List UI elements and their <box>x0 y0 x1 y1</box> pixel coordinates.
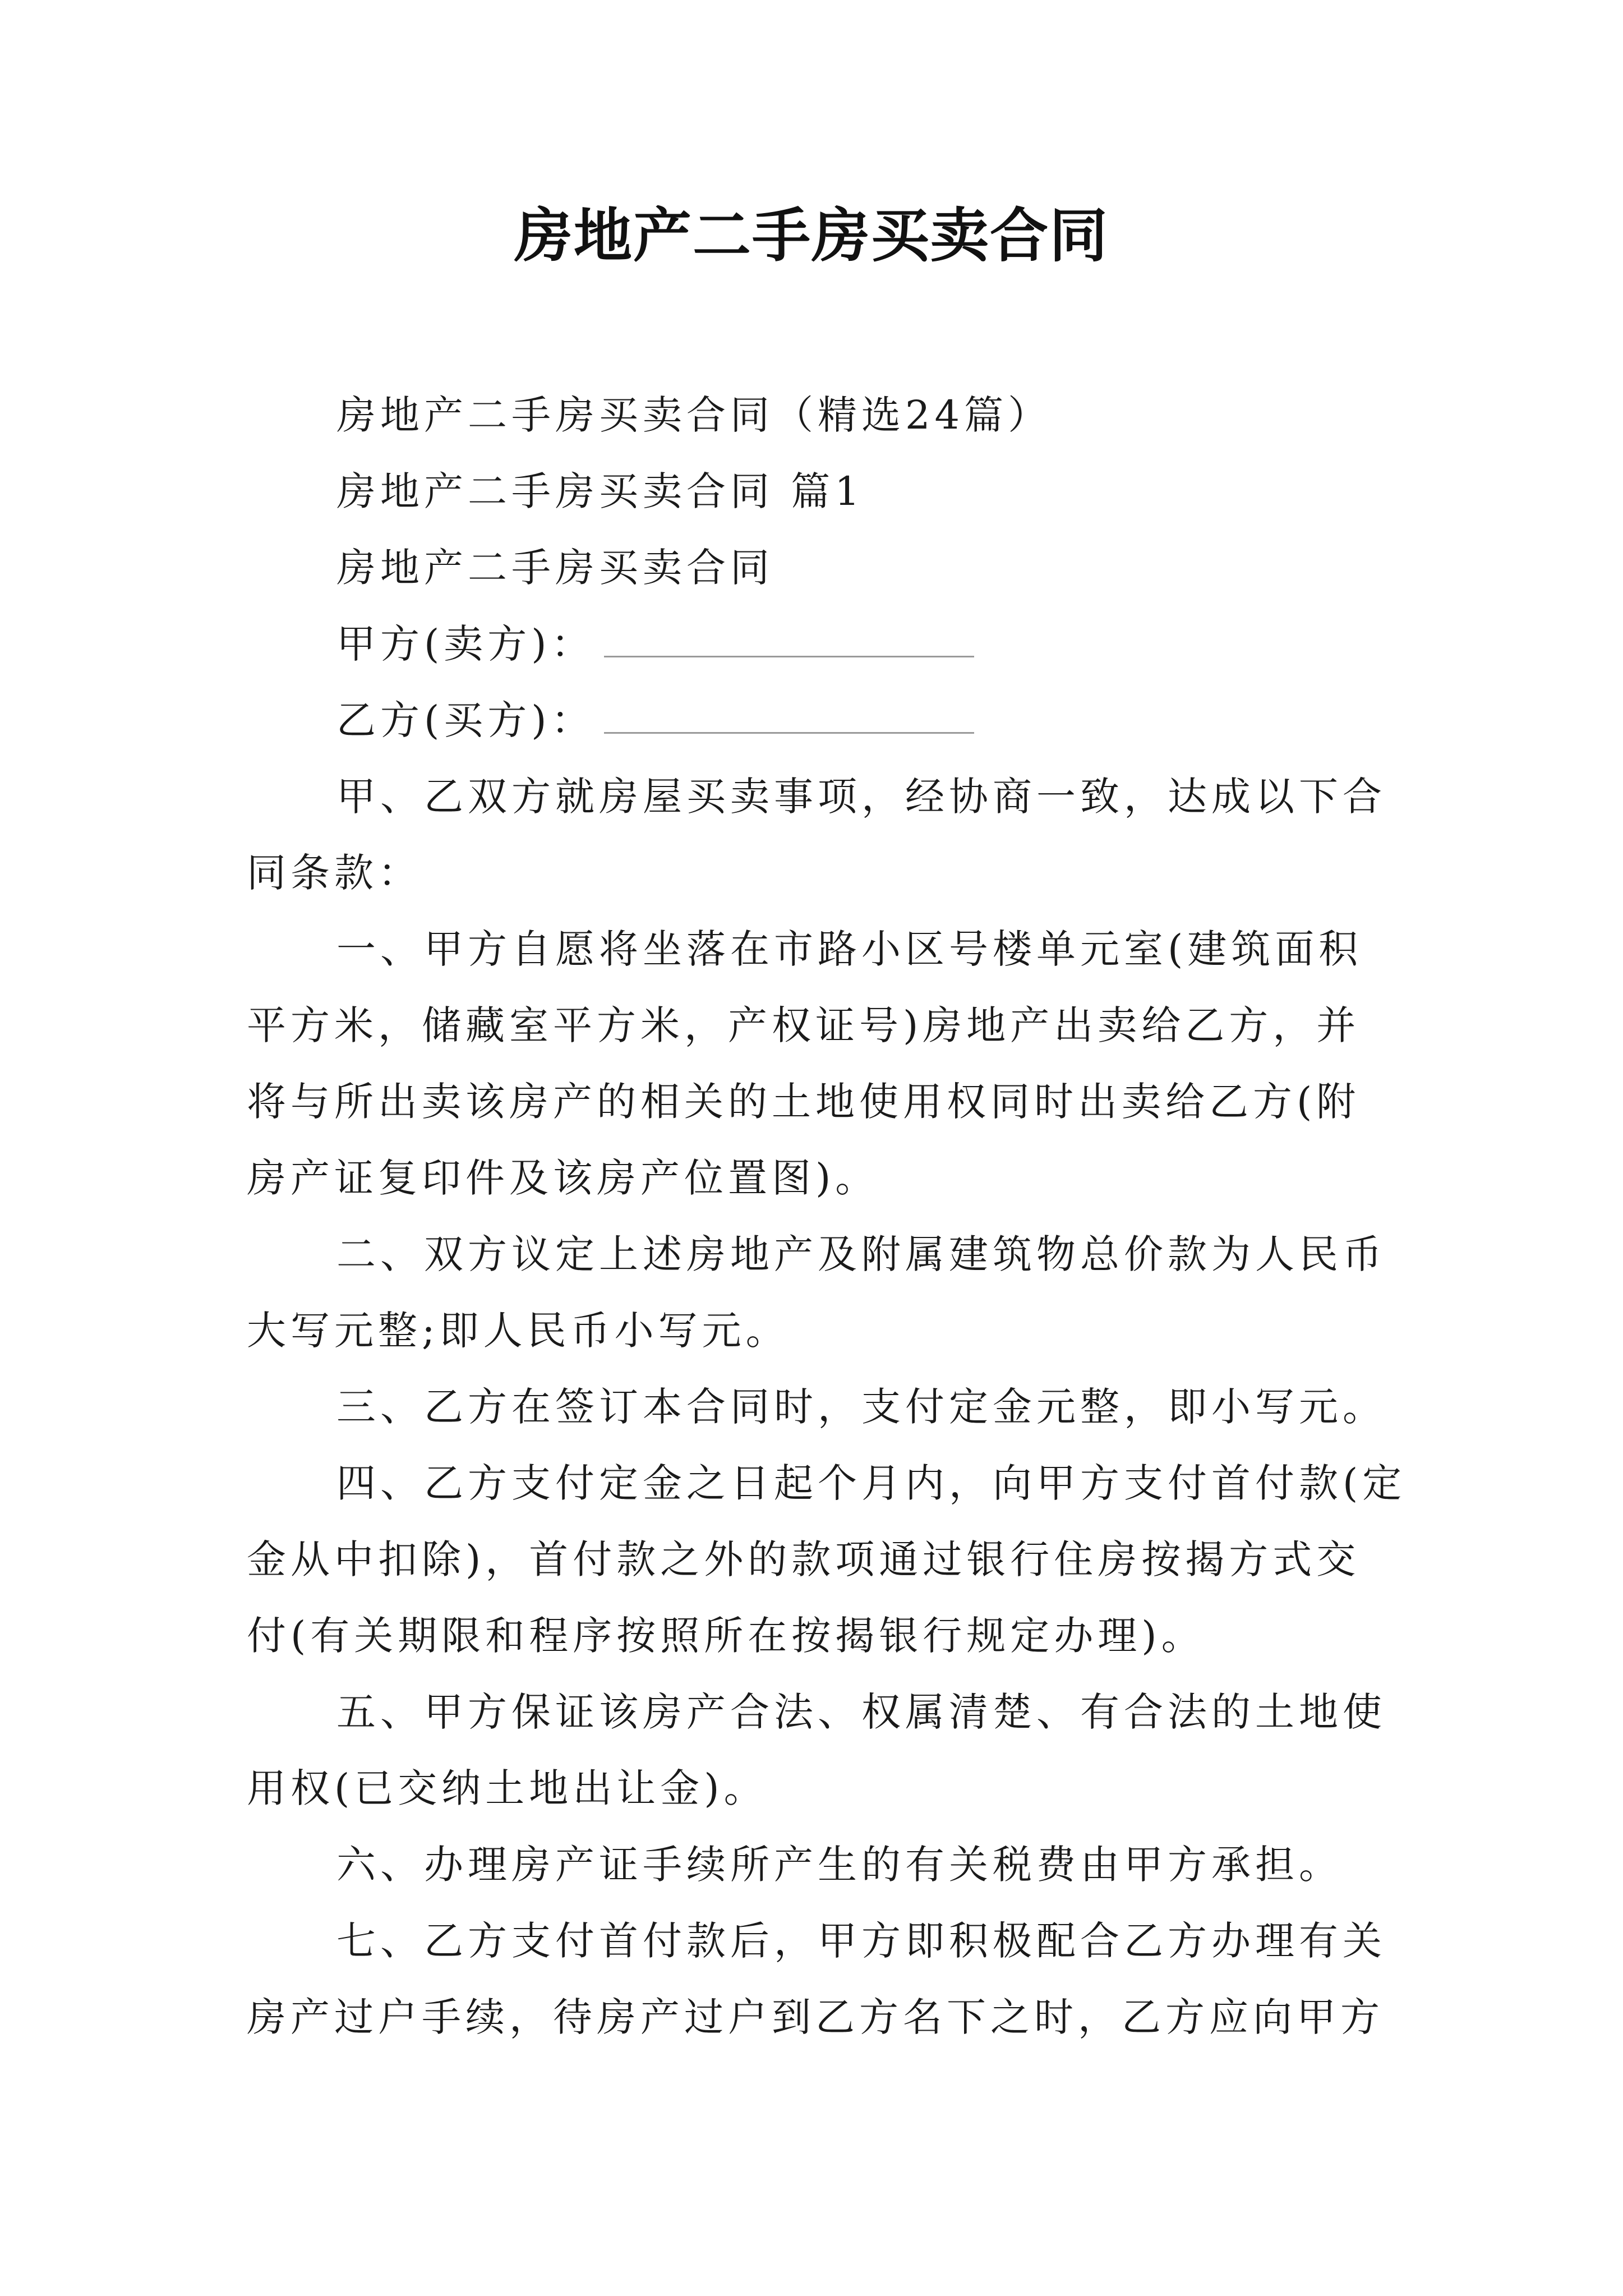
clause-4-line: 付(有关期限和程序按照所在按揭银行规定办理)。 <box>247 1613 1205 1659</box>
paragraph-line: 同条款： <box>247 850 422 896</box>
clause-4-line: 四、乙方支付定金之日起个月内，向甲方支付首付款(定 <box>336 1460 1407 1506</box>
contract-name: 房地产二手房买卖合同 <box>336 545 774 591</box>
clause-3-line: 三、乙方在签订本合同时，支付定金元整，即小写元。 <box>336 1384 1386 1430</box>
party-a-blank-line <box>604 622 974 657</box>
paragraph-line: 甲、乙双方就房屋买卖事项，经协商一致，达成以下合 <box>336 774 1386 820</box>
clause-4-line: 金从中扣除)，首付款之外的款项通过银行住房按揭方式交 <box>247 1536 1361 1582</box>
clause-2-line: 二、双方议定上述房地产及附属建筑物总价款为人民币 <box>336 1231 1386 1277</box>
party-a-field <box>336 616 974 672</box>
clause-1-line: 房产证复印件及该房产位置图)。 <box>247 1155 879 1201</box>
clause-6-line: 六、办理房产证手续所产生的有关税费由甲方承担。 <box>336 1842 1343 1888</box>
clause-5-line: 五、甲方保证该房产合法、权属清楚、有合法的土地使 <box>336 1689 1386 1735</box>
party-b-field <box>336 692 974 748</box>
clause-7-line: 房产过户手续，待房产过户到乙方名下之时，乙方应向甲方 <box>247 1994 1384 2040</box>
clause-1-line: 将与所出卖该房产的相关的土地使用权同时出卖给乙方(附 <box>247 1079 1361 1125</box>
clause-2-line: 大写元整;即人民币小写元。 <box>247 1308 790 1354</box>
party-b-blank-line <box>604 698 974 734</box>
party-a-label: 甲方(卖方)： <box>336 621 595 667</box>
clause-7-line: 七、乙方支付首付款后，甲方即积极配合乙方办理有关 <box>336 1918 1386 1964</box>
clause-5-line: 用权(已交纳土地出让金)。 <box>247 1765 768 1811</box>
document-subtitle: 房地产二手房买卖合同（精选24篇） <box>336 392 1052 438</box>
chapter-heading: 房地产二手房买卖合同 篇1 <box>336 468 864 514</box>
clause-1-line: 一、甲方自愿将坐落在市路小区号楼单元室(建筑面积 <box>336 926 1363 972</box>
party-b-label: 乙方(买方)： <box>336 697 595 743</box>
document-title: 房地产二手房买卖合同 <box>514 201 1109 270</box>
clause-1-line: 平方米，储藏室平方米，产权证号)房地产出卖给乙方，并 <box>247 1002 1361 1048</box>
